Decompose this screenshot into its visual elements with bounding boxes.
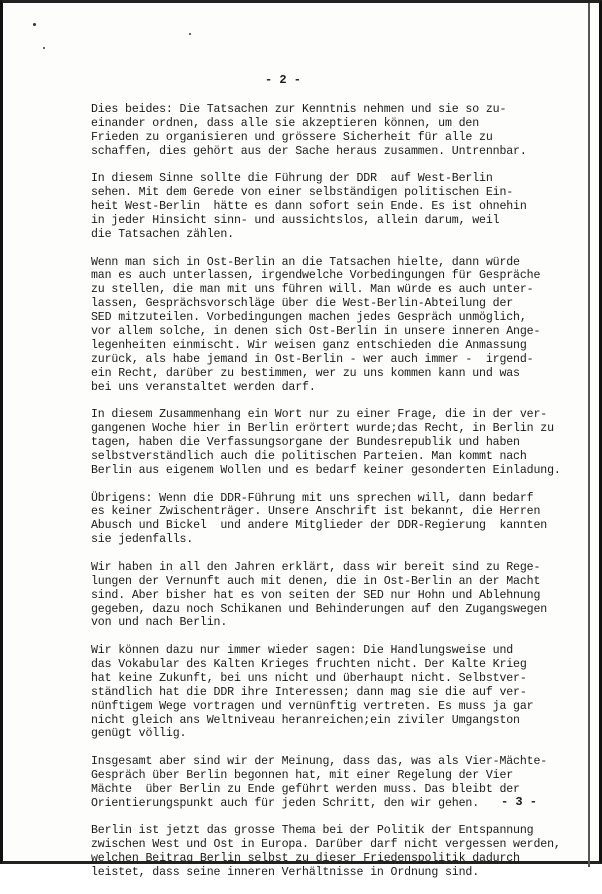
scan-speck <box>33 23 36 26</box>
text-line: nünftigem Wege vortragen und vernünftig vertreten. Es muss ja gar <box>91 699 534 713</box>
text-line: tagen, haben die Verfassungsorgane der Bundesrepublik und haben <box>91 436 520 450</box>
text-line: lassen, Gesprächsvorschläge über die West-Berlin-Abteilung der <box>91 297 514 311</box>
paragraph <box>91 824 561 880</box>
text-line: schaffen, dies gehört aus der Sache heraus zusammen. Untrennbar. <box>91 144 527 158</box>
text-line: hat keine Zukunft, bei uns nicht und überhaupt nicht. Selbstver- <box>91 671 527 685</box>
paragraph <box>91 103 561 159</box>
scan-speck <box>43 47 45 49</box>
scan-speck <box>189 33 191 35</box>
text-line: einander ordnen, dass alle sie akzeptieren können, um den <box>91 116 480 130</box>
paragraph <box>91 172 561 242</box>
text-line: Berlin ist jetzt das grosse Thema bei der Politik der Entspannung <box>91 824 534 838</box>
text-line: Wenn man sich in Ost-Berlin an die Tatsachen hielte, dann würde <box>91 255 520 269</box>
text-line: Wir haben in all den Jahren erklärt, dass wir bereit sind zu Rege- <box>91 560 541 574</box>
text-line: vor allem solche, in denen sich Ost-Berlin in unsere inneren Ange- <box>91 325 541 339</box>
text-line: sie jedenfalls. <box>91 533 194 547</box>
text-line: sehen. Mit dem Gerede von einer selbständigen politischen Ein- <box>91 186 514 200</box>
paragraph <box>91 755 561 811</box>
text-line: von und nach Berlin. <box>91 616 228 630</box>
letter-body <box>91 103 561 894</box>
text-line: nicht gleich ans Weltniveau heranreichen;ein ziviler Umgangston <box>91 713 520 727</box>
text-line: heit West-Berlin hätte es dann sofort sein Ende. Es ist ohnehin <box>91 200 527 214</box>
text-line: ein Recht, darüber zu bestimmen, wer zu uns kommen kann und was <box>91 366 520 380</box>
text-line: Abusch und Bickel und andere Mitglieder der DDR-Regierung kannten <box>91 519 548 533</box>
text-line: selbstverständlich auch die politischen Parteien. Man kommt nach <box>91 450 527 463</box>
text-line: In diesem Zusammenhang ein Wort nur zu einer Frage, die in der ver- <box>91 408 548 422</box>
scan-edge-line <box>588 3 590 867</box>
text-line: das Vokabular des Kalten Krieges fruchten nicht. Der Kalte Krieg <box>91 657 527 671</box>
text-line: lungen der Vernunft auch mit denen, die in Ost-Berlin an der Macht <box>91 574 541 588</box>
paragraph <box>91 644 561 741</box>
paragraph <box>91 492 561 548</box>
text-line: leistet, dass seine inneren Verhältnisse in Ordnung sind. <box>91 866 480 880</box>
text-line: ständlich hat die DDR ihre Interessen; dann mag sie die auf ver- <box>91 685 527 699</box>
text-line: die Tatsachen zählen. <box>91 227 234 241</box>
text-line: legenheiten einmischt. Wir weisen ganz entschieden die Anmassung <box>91 338 527 352</box>
text-line: zwischen West und Ost in Europa. Darüber darf nicht vergessen werden, <box>91 838 561 852</box>
text-line: gegeben, dazu noch Schikanen und Behinderungen auf den Zugangswegen <box>91 602 548 616</box>
paragraph <box>91 256 561 395</box>
paragraph <box>91 408 561 478</box>
text-line: zurück, als habe jemand in Ost-Berlin - wer auch immer - irgend- <box>91 352 534 366</box>
text-line: Frieden zu organisieren und grössere Sicherheit für alle zu <box>91 130 493 144</box>
text-line: Insgesamt aber sind wir der Meinung, dass das, was als Vier-Mächte- <box>91 755 548 769</box>
page-number: - 2 - <box>264 73 301 87</box>
text-line: gangenen Woche hier in Berlin erörtert wurde;das Recht, in Berlin zu <box>91 422 554 436</box>
text-line: bei uns veranstaltet werden darf. <box>91 380 316 394</box>
text-line: Mächte über Berlin zu Ende geführt werden muss. Das bleibt der <box>91 782 520 796</box>
text-line: In diesem Sinne sollte die Führung der DDR auf West-Berlin <box>91 172 493 186</box>
text-line: genügt völlig. <box>91 727 187 741</box>
text-line: man es auch unterlassen, irgendwelche Vorbedingungen für Gespräche <box>91 269 541 283</box>
text-line: sind. Aber bisher hat es von seiten der SED nur Hohn und Ablehnung <box>91 588 541 602</box>
text-line: in jeder Hinsicht sinn- und aussichtslos, allein darum, weil <box>91 214 500 228</box>
text-line: SED mitzuteilen. Vorbedingungen machen jedes Gespräch unmöglich, <box>91 311 527 325</box>
text-line: Übrigens: Wenn die DDR-Führung mit uns sprechen will, dann bedarf <box>91 491 534 505</box>
text-line: welchen Beitrag Berlin selbst zu dieser Friedenspolitik dadurch <box>91 852 520 866</box>
text-line: es keiner Zwischenträger. Unsere Anschrift ist bekannt, die Herren <box>91 505 541 519</box>
text-line: Dies beides: Die Tatsachen zur Kenntnis nehmen und sie so zu- <box>91 103 507 116</box>
text-line: Orientierungspunkt auch für jeden Schritt, den wir gehen. <box>91 796 480 810</box>
paragraph <box>91 561 561 631</box>
text-line: Gespräch über Berlin begonnen hat, mit einer Regelung der Vier <box>91 768 514 782</box>
text-line: Berlin aus eigenem Wollen und es bedarf keiner gesonderten Einladung. <box>91 463 561 477</box>
continuation-marker: - 3 - <box>501 795 538 809</box>
text-line: zu stellen, die man mit uns führen will. Man würde es auch unter- <box>91 283 534 297</box>
text-line: Wir können dazu nur immer wieder sagen: Die Handlungsweise und <box>91 644 514 658</box>
